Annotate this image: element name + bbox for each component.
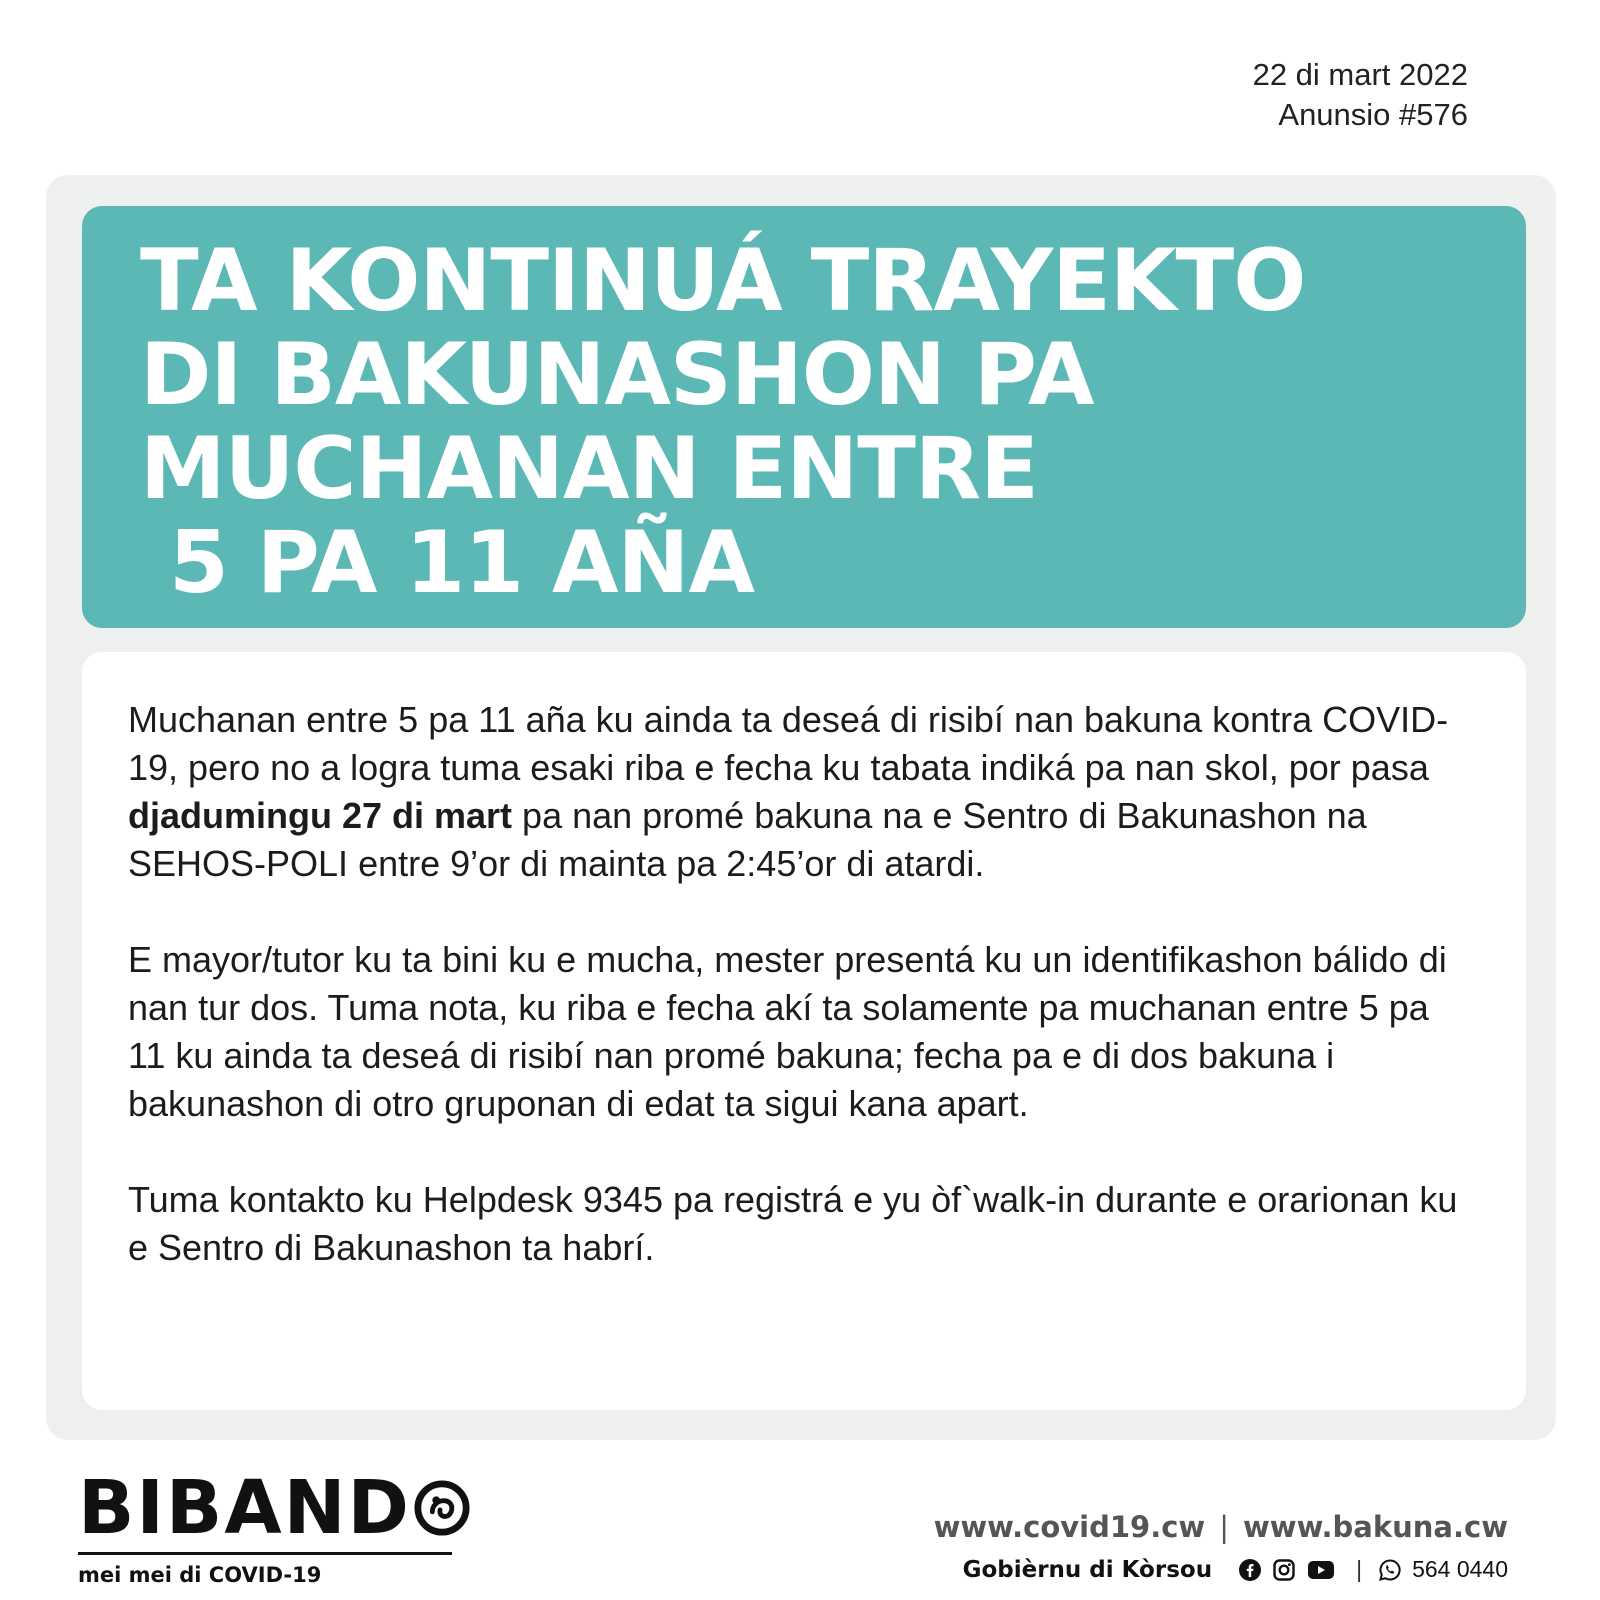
link-covid19[interactable]: www.covid19.cw <box>933 1510 1206 1544</box>
headline <box>140 231 1470 613</box>
logo-tagline: mei mei di COVID-19 <box>78 1563 322 1587</box>
facebook-icon[interactable] <box>1238 1558 1262 1582</box>
contact-separator: | <box>1356 1556 1363 1582</box>
paragraph-1 <box>128 696 1468 888</box>
body-card <box>82 652 1526 1410</box>
paragraph-3: Tuma kontakto ku Helpdesk 9345 pa registrá e yu òf`walk-in durante e orarionan ku e Sentro di Bakunashon ta habrí. <box>128 1179 1458 1268</box>
headline-banner <box>82 206 1526 628</box>
bibando-logo <box>78 1465 471 1587</box>
footer-urls <box>934 1510 1508 1544</box>
highlight-date: djadumingu 27 di mart <box>128 795 513 836</box>
url-separator: | <box>1219 1510 1229 1544</box>
instagram-icon[interactable] <box>1272 1558 1296 1582</box>
footer <box>934 1510 1508 1583</box>
announcement-number: Anunsio #576 <box>1278 97 1468 132</box>
headline-line-4: 5 PA 11 AÑA <box>140 513 755 613</box>
headline-line-1: TA KONTINUÁ TRAYEKTO <box>140 231 1306 331</box>
phone-number[interactable]: 564 0440 <box>1412 1556 1508 1582</box>
logo-word: BIBAND <box>78 1465 411 1551</box>
announcement-date: 22 di mart 2022 <box>1252 57 1468 92</box>
logo-wordmark <box>78 1465 471 1551</box>
paragraph-1-end: pa nan promé bakuna na e Sentro di Bakunashon na SEHOS-POLI entre 9’or di mainta pa 2:45’or di atardi. <box>128 795 1367 884</box>
paragraph-2: E mayor/tutor ku ta bini ku e mucha, mester presentá ku un identifikashon bálido di nan tur dos. Tuma nota, ku riba e fecha akí ta solamente pa muchanan entre 5 pa 11 ku ainda ta deseá di risibí nan promé bakuna; fecha pa e di dos bakuna i bakunashon di otro gruponan di edat ta sigui kana apart. <box>128 939 1447 1124</box>
link-bakuna[interactable]: www.bakuna.cw <box>1242 1510 1508 1544</box>
youtube-icon[interactable] <box>1306 1558 1336 1582</box>
announcement-meta <box>1253 55 1468 135</box>
whatsapp-icon[interactable] <box>1378 1558 1402 1582</box>
paragraph-1-start: Muchanan entre 5 pa 11 aña ku ainda ta deseá di risibí nan bakuna kontra COVID-19, pero no a logra tuma esaki riba e fecha ku tabata indiká pa nan skol, por pasa <box>128 699 1449 788</box>
government-name: Gobièrnu di Kòrsou <box>962 1556 1213 1583</box>
headline-line-2: DI BAKUNASHON PA <box>140 325 1094 425</box>
baby-swirl-icon <box>413 1479 471 1537</box>
headline-line-3: MUCHANAN ENTRE <box>140 419 1038 519</box>
body-text <box>128 696 1468 1320</box>
footer-contact-row <box>934 1556 1508 1583</box>
logo-rule <box>78 1552 452 1555</box>
